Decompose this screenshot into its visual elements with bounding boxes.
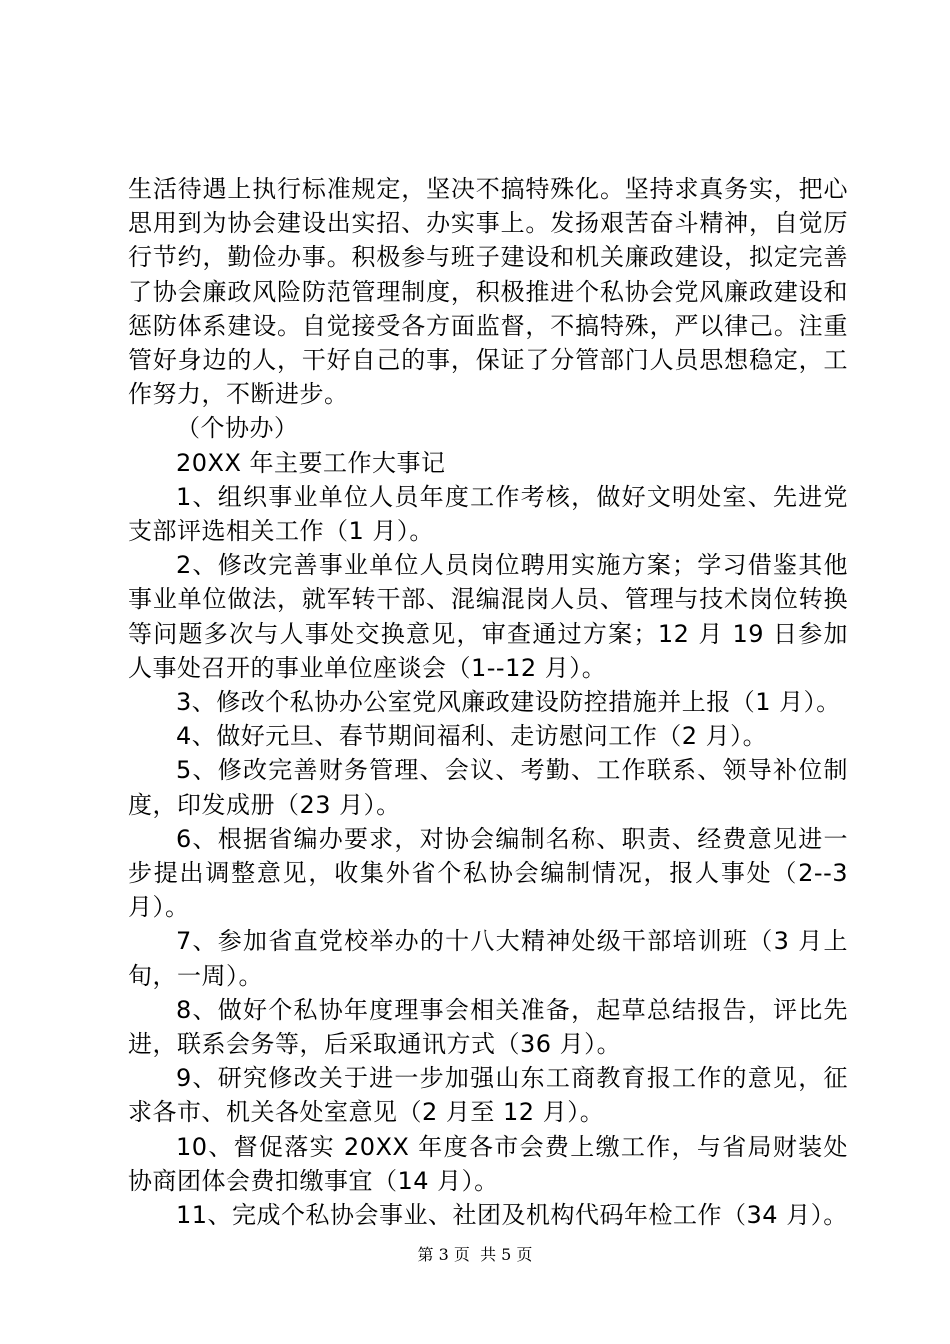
list-item: 4、做好元旦、春节期间福利、走访慰问工作（2 月）。 bbox=[176, 722, 768, 751]
page-footer bbox=[0, 1245, 950, 1265]
list-item: 6、根据省编办要求，对协会编制名称、职责、经费意见进一步提出调整意见，收集外省个私协会编制情况，报人事处（2--3 月）。 bbox=[128, 824, 848, 922]
list-item: 7、参加省直党校举办的十八大精神处级干部培训班（3 月上旬，一周）。 bbox=[128, 927, 848, 990]
list-item: 2、修改完善事业单位人员岗位聘用实施方案；学习借鉴其他事业单位做法，就军转干部、混编混岗人员、管理与技术岗位转换等问题多次与人事处交换意见，审查通过方案；12 月 19 日参加人事处召开的事业单位座谈会（1--12 月）。 bbox=[128, 551, 848, 682]
list-item: 10、督促落实 20XX 年度各市会费上缴工作，与省局财装处协商团体会费扣缴事宜（14 月）。 bbox=[128, 1132, 848, 1195]
list-item: 1、组织事业单位人员年度工作考核，做好文明处室、先进党支部评选相关工作（1 月）。 bbox=[128, 482, 848, 546]
list-item: 5、修改完善财务管理、会议、考勤、工作联系、领导补位制度，印发成册（23 月）。 bbox=[128, 756, 848, 819]
list-item: 11、完成个私协会事业、社团及机构代码年检工作（34 月）。 bbox=[176, 1201, 848, 1230]
org-label: （个协办） bbox=[176, 414, 299, 443]
page-number: 第 3 页 共 5 页 bbox=[417, 1245, 533, 1264]
section-title: 20XX 年主要工作大事记 bbox=[176, 448, 446, 477]
intro-paragraph: 生活待遇上执行标准规定，坚决不搞特殊化。坚持求真务实，把心思用到为协会建设出实招、办实事上。发扬艰苦奋斗精神，自觉厉行节约，勤俭办事。积极参与班子建设和机关廉政建设，拟定完善了协会廉政风险防范管理制度，积极推进个私协会党风廉政建设和惩防体系建设。自觉接受各方面监督，不搞特殊，严以律己。注重管好身边的人，干好自己的事，保证了分管部门人员思想稳定，工作努力，不断进步。 bbox=[128, 175, 848, 409]
list-item: 9、研究修改关于进一步加强山东工商教育报工作的意见，征求各市、机关各处室意见（2 月至 12 月）。 bbox=[128, 1064, 848, 1127]
document-body bbox=[128, 172, 848, 1232]
list-item: 3、修改个私协办公室党风廉政建设防控措施并上报（1 月）。 bbox=[176, 688, 841, 717]
list-item: 8、做好个私协年度理事会相关准备，起草总结报告，评比先进，联系会务等，后采取通讯方式（36 月）。 bbox=[128, 995, 848, 1059]
